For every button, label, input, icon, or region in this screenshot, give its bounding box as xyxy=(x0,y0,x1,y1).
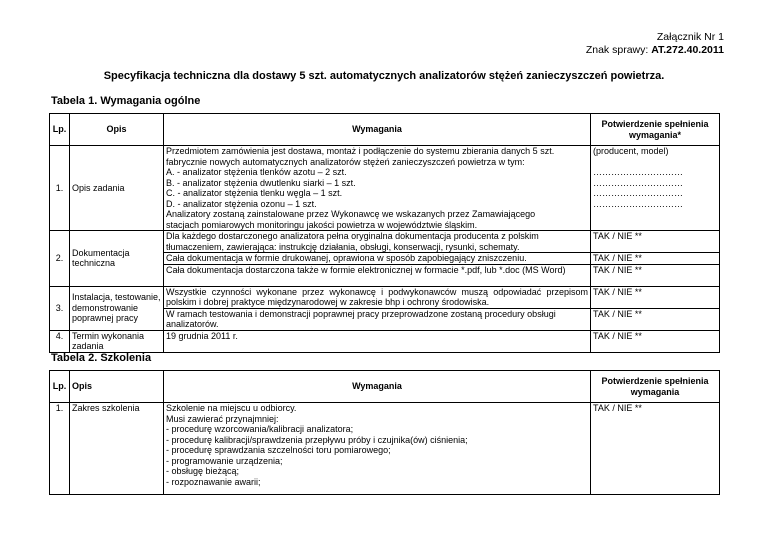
req-line: Szkolenie na miejscu u odbiorcy. xyxy=(166,403,297,413)
req-line: Przedmiotem zamówienia jest dostawa, montaż i podłączenie do systemu zbierania danych 5 szt. xyxy=(166,146,555,156)
row-description: Dokumentacja techniczna xyxy=(70,231,164,287)
req-line: - rozpoznawanie awarii; xyxy=(166,476,261,487)
fill-in-line: ………………………… xyxy=(593,198,683,209)
row-requirement: Dla każdego dostarczonego analizatora pełna oryginalna dokumentacja producenta z polskim tłumaczeniem, zawierająca: instrukcję działania, obsługi, konserwacji, rysunki, schematy. xyxy=(164,231,591,253)
table-header-row xyxy=(50,114,720,146)
req-line: - procedurę kalibracji/sprawdzenia przepływu próby i czujnika(ów) ciśnienia; xyxy=(166,434,468,445)
fill-in-line: ………………………… xyxy=(593,177,683,188)
row-number: 1. xyxy=(50,146,70,231)
producent-model-label: (producent, model) xyxy=(593,146,669,156)
req-line: - procedurę sprawdzania szczelności toru pomiarowego; xyxy=(166,445,391,455)
table-row xyxy=(50,231,720,253)
req-line: stacjach pomiarowych monitoringu jakości powietrza w województwie śląskim. xyxy=(166,219,478,230)
col-desc: Opis xyxy=(70,371,164,403)
col-conf: Potwierdzenie spełnienia wymagania xyxy=(591,371,720,403)
row-requirement: Cała dokumentacja w formie drukowanej, oprawiona w sposób zapobiegający zniszczeniu. xyxy=(164,253,591,265)
row-confirmation: TAK / NIE ** xyxy=(591,231,720,253)
row-requirement xyxy=(164,146,591,231)
table-row xyxy=(50,330,720,352)
row-number: 3. xyxy=(50,286,70,330)
col-req: Wymagania xyxy=(164,371,591,403)
req-line: - procedurę wzorcowania/kalibracji analizatora; xyxy=(166,424,354,434)
row-confirmation: TAK / NIE ** xyxy=(591,308,720,330)
req-line: Musi zawierać przynajmniej: xyxy=(166,413,279,424)
req-line: - obsługę bieżącą; xyxy=(166,466,240,476)
case-number-label: Znak sprawy: xyxy=(585,44,652,56)
col-conf: Potwierdzenie spełnienia wymagania* xyxy=(591,114,720,146)
table-header-row xyxy=(50,371,720,403)
row-requirement: W ramach testowania i demonstracji poprawnej pracy przeprowadzone zostaną procedury obsługi analizatorów. xyxy=(164,308,591,330)
row-requirement: Cała dokumentacja dostarczona także w formie elektronicznej w formacie *.pdf, lub *.doc (MS Word) xyxy=(164,264,591,286)
row-description: Instalacja, testowanie, demonstrowanie poprawnej pracy xyxy=(70,286,164,330)
req-line: C. - analizator stężenia tlenku węgla – 1 szt. xyxy=(166,188,343,198)
annex-label: Załącznik Nr 1 xyxy=(656,31,724,43)
col-lp: Lp. xyxy=(50,371,70,403)
requirements-table xyxy=(49,113,720,353)
req-line: B. - analizator stężenia dwutlenku siarki – 1 szt. xyxy=(166,177,356,188)
row-requirement xyxy=(164,403,591,495)
col-lp: Lp. xyxy=(50,114,70,146)
fill-in-line: ………………………… xyxy=(593,167,683,177)
row-confirmation: TAK / NIE ** xyxy=(591,286,720,308)
row-confirmation: TAK / NIE ** xyxy=(591,403,720,495)
row-description: Termin wykonania zadania xyxy=(70,330,164,352)
row-number: 2. xyxy=(50,231,70,287)
table-row xyxy=(50,146,720,231)
col-desc: Opis xyxy=(70,114,164,146)
fill-in-line: ………………………… xyxy=(593,188,683,198)
row-confirmation: TAK / NIE ** xyxy=(591,253,720,265)
row-number: 1. xyxy=(50,403,70,495)
col-req: Wymagania xyxy=(164,114,591,146)
row-requirement: Wszystkie czynności wykonane przez wykonawcę i podwykonawców muszą odpowiadać przepisom polskim i dobrej praktyce międzynarodowej w zakresie bhp i ochrony środowiska. xyxy=(164,286,591,308)
row-number: 4. xyxy=(50,330,70,352)
document-title: Specyfikacja techniczna dla dostawy 5 szt. automatycznych analizatorów stężeń zanieczyszczeń powietrza. xyxy=(103,70,665,82)
req-line: fabrycznie nowych automatycznych analizatorów stężeń zanieczyszczeń powietrza w tym: xyxy=(166,156,525,167)
table2-caption: Tabela 2. Szkolenia xyxy=(51,352,152,364)
table-row xyxy=(50,286,720,308)
training-table xyxy=(49,370,720,495)
row-confirmation: TAK / NIE ** xyxy=(591,330,720,352)
table1-caption: Tabela 1. Wymagania ogólne xyxy=(51,95,201,107)
req-line: Analizatory zostaną zainstalowane przez Wykonawcę we wskazanych przez Zamawiającego xyxy=(166,209,536,219)
req-line: - programowanie urządzenia; xyxy=(166,455,283,466)
req-line: A. - analizator stężenia tlenków azotu – 2 szt. xyxy=(166,167,347,177)
row-confirmation: TAK / NIE ** xyxy=(591,264,720,286)
case-number-value: AT.272.40.2011 xyxy=(651,44,724,56)
table-row xyxy=(50,403,720,495)
row-confirmation xyxy=(591,146,720,231)
row-description: Zakres szkolenia xyxy=(70,403,164,495)
row-requirement: 19 grudnia 2011 r. xyxy=(164,330,591,352)
req-line: D. - analizator stężenia ozonu – 1 szt. xyxy=(166,198,317,209)
case-number xyxy=(586,44,724,57)
row-description: Opis zadania xyxy=(70,146,164,231)
